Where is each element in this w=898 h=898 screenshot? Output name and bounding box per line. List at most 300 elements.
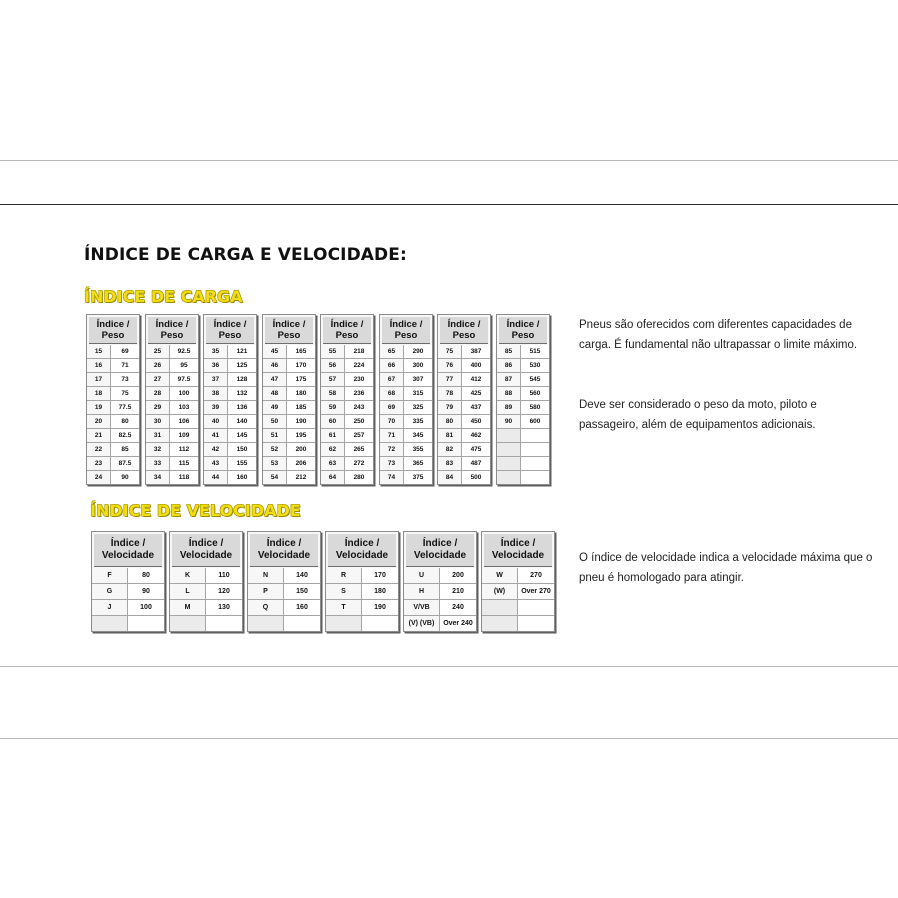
value-cell: 218	[345, 345, 373, 358]
index-cell: 26	[146, 359, 170, 372]
table-row	[204, 471, 256, 484]
index-cell: L	[170, 584, 206, 599]
index-cell: 20	[87, 415, 111, 428]
bottom-divider-2	[0, 738, 898, 739]
index-cell: H	[404, 584, 440, 599]
index-cell	[497, 443, 521, 456]
index-cell: 27	[146, 373, 170, 386]
index-cell	[482, 616, 518, 631]
value-cell: 290	[404, 345, 432, 358]
table-row	[380, 387, 432, 401]
table-row	[497, 471, 549, 484]
speed-index-label: ÍNDICE DE VELOCIDADE	[90, 501, 301, 520]
index-cell: V/VB	[404, 600, 440, 615]
index-cell: 87	[497, 373, 521, 386]
value-cell: 90	[111, 471, 139, 484]
index-cell: 77	[438, 373, 462, 386]
table-header	[89, 317, 137, 344]
table-row	[146, 429, 198, 443]
index-cell: 46	[263, 359, 287, 372]
table-row	[438, 443, 490, 457]
index-cell: 25	[146, 345, 170, 358]
index-cell: 32	[146, 443, 170, 456]
index-cell: 82	[438, 443, 462, 456]
table-row	[92, 584, 164, 600]
value-cell: 195	[287, 429, 315, 442]
index-cell: 54	[263, 471, 287, 484]
index-cell: 86	[497, 359, 521, 372]
header-label-value: Peso	[511, 330, 535, 341]
table-row	[497, 387, 549, 401]
value-cell: 118	[170, 471, 198, 484]
table-header	[382, 317, 430, 344]
table-row	[321, 387, 373, 401]
index-cell: 80	[438, 415, 462, 428]
index-cell: 74	[380, 471, 404, 484]
index-cell: K	[170, 568, 206, 583]
value-cell	[521, 457, 549, 470]
index-cell: S	[326, 584, 362, 599]
index-cell: 63	[321, 457, 345, 470]
table-header	[440, 317, 488, 344]
header-label-index: Índice /	[155, 319, 189, 330]
header-label-index: Índice /	[266, 538, 302, 549]
value-cell: 75	[111, 387, 139, 400]
table-row	[438, 471, 490, 484]
load_section-table	[496, 314, 550, 485]
value-cell: 95	[170, 359, 198, 372]
value-cell: 160	[284, 600, 320, 615]
table-row	[482, 616, 554, 631]
index-cell: 18	[87, 387, 111, 400]
table-row	[263, 429, 315, 443]
header-label-value: Velocidade	[179, 550, 233, 561]
table-row	[380, 415, 432, 429]
header-label-value: Peso	[452, 330, 476, 341]
value-cell: 400	[462, 359, 490, 372]
table-row	[326, 584, 398, 600]
index-cell: F	[92, 568, 128, 583]
value-cell: 100	[170, 387, 198, 400]
load_section-table	[145, 314, 199, 485]
index-cell: 43	[204, 457, 228, 470]
header-label-index: Índice /	[96, 319, 130, 330]
table-row	[263, 359, 315, 373]
index-cell	[497, 429, 521, 442]
header-label-index: Índice /	[213, 319, 247, 330]
value-cell: 355	[404, 443, 432, 456]
index-cell	[170, 616, 206, 631]
value-cell: 462	[462, 429, 490, 442]
table-row	[326, 568, 398, 584]
header-label-index: Índice /	[188, 538, 224, 549]
table-row	[263, 373, 315, 387]
index-cell: 88	[497, 387, 521, 400]
table-row	[146, 443, 198, 457]
value-cell: 206	[287, 457, 315, 470]
index-cell: 60	[321, 415, 345, 428]
table-header	[206, 317, 254, 344]
value-cell	[518, 600, 554, 615]
table-row	[380, 401, 432, 415]
value-cell: 87.5	[111, 457, 139, 470]
header-label-value: Velocidade	[491, 550, 545, 561]
value-cell: 92.5	[170, 345, 198, 358]
index-cell: W	[482, 568, 518, 583]
index-cell: 89	[497, 401, 521, 414]
value-cell: 71	[111, 359, 139, 372]
index-cell: 35	[204, 345, 228, 358]
value-cell: 450	[462, 415, 490, 428]
table-header	[484, 534, 552, 567]
index-cell: 76	[438, 359, 462, 372]
table-row	[204, 387, 256, 401]
value-cell: 69	[111, 345, 139, 358]
value-cell: 487	[462, 457, 490, 470]
load_section-table	[320, 314, 374, 485]
value-cell	[521, 443, 549, 456]
value-cell: 180	[362, 584, 398, 599]
table-header	[250, 534, 318, 567]
table-row	[380, 429, 432, 443]
index-cell: 37	[204, 373, 228, 386]
table-row	[380, 359, 432, 373]
table-row	[321, 457, 373, 471]
index-cell: 36	[204, 359, 228, 372]
value-cell: 130	[206, 600, 242, 615]
index-cell: 23	[87, 457, 111, 470]
header-label-value: Peso	[335, 330, 359, 341]
index-cell: 28	[146, 387, 170, 400]
value-cell: 236	[345, 387, 373, 400]
index-cell: 57	[321, 373, 345, 386]
table-row	[497, 457, 549, 471]
table-row	[321, 373, 373, 387]
table-row	[263, 415, 315, 429]
table-row	[321, 359, 373, 373]
index-cell: 55	[321, 345, 345, 358]
table-row	[146, 345, 198, 359]
index-cell: 24	[87, 471, 111, 484]
index-cell: 33	[146, 457, 170, 470]
table-row	[497, 359, 549, 373]
table-row	[170, 568, 242, 584]
table-row	[248, 568, 320, 584]
value-cell: 165	[287, 345, 315, 358]
table-row	[497, 345, 549, 359]
table-row	[380, 457, 432, 471]
index-cell: 52	[263, 443, 287, 456]
index-cell: N	[248, 568, 284, 583]
value-cell: 210	[440, 584, 476, 599]
index-cell	[248, 616, 284, 631]
table-row	[146, 387, 198, 401]
speed_section-table	[169, 531, 243, 632]
table-row	[170, 616, 242, 631]
table-row	[404, 600, 476, 616]
table-row	[438, 457, 490, 471]
value-cell: 365	[404, 457, 432, 470]
value-cell: 170	[287, 359, 315, 372]
value-cell: 175	[287, 373, 315, 386]
speed_section-table	[481, 531, 555, 632]
table-row	[497, 415, 549, 429]
index-cell: 72	[380, 443, 404, 456]
value-cell: 109	[170, 429, 198, 442]
table-row	[263, 457, 315, 471]
table-row	[482, 568, 554, 584]
value-cell: 132	[228, 387, 256, 400]
header-label-value: Peso	[160, 330, 184, 341]
value-cell: 212	[287, 471, 315, 484]
value-cell: 325	[404, 401, 432, 414]
table-row	[438, 345, 490, 359]
index-cell: 15	[87, 345, 111, 358]
index-cell: G	[92, 584, 128, 599]
value-cell: 155	[228, 457, 256, 470]
table-row	[497, 443, 549, 457]
value-cell: 125	[228, 359, 256, 372]
table-row	[92, 600, 164, 616]
table-row	[87, 345, 139, 359]
value-cell: 100	[128, 600, 164, 615]
header-label-index: Índice /	[422, 538, 458, 549]
index-cell	[497, 471, 521, 484]
index-cell: 85	[497, 345, 521, 358]
index-cell: 61	[321, 429, 345, 442]
table-row	[204, 345, 256, 359]
index-cell: 59	[321, 401, 345, 414]
load_section-table	[203, 314, 257, 485]
value-cell: 106	[170, 415, 198, 428]
index-cell: 17	[87, 373, 111, 386]
table-row	[92, 616, 164, 631]
table-row	[87, 471, 139, 484]
value-cell: 600	[521, 415, 549, 428]
value-cell: 85	[111, 443, 139, 456]
value-cell: 110	[206, 568, 242, 583]
value-cell: 280	[345, 471, 373, 484]
table-row	[87, 359, 139, 373]
table-row	[380, 443, 432, 457]
header-label-value: Velocidade	[335, 550, 389, 561]
header-label-index: Índice /	[344, 538, 380, 549]
index-cell: 56	[321, 359, 345, 372]
index-cell: 64	[321, 471, 345, 484]
index-cell: 38	[204, 387, 228, 400]
value-cell	[128, 616, 164, 631]
header-label-index: Índice /	[500, 538, 536, 549]
index-cell: (W)	[482, 584, 518, 599]
value-cell: 270	[518, 568, 554, 583]
table-row	[204, 429, 256, 443]
index-cell: 42	[204, 443, 228, 456]
table-row	[87, 429, 139, 443]
table-row	[170, 600, 242, 616]
load-description-2: Deve ser considerado o peso da moto, piloto e passageiro, além de equipamentos adicionais.	[579, 399, 817, 431]
value-cell: 265	[345, 443, 373, 456]
table-row	[87, 457, 139, 471]
value-cell	[521, 471, 549, 484]
top-divider-light	[0, 160, 898, 161]
value-cell: 97.5	[170, 373, 198, 386]
index-cell: 29	[146, 401, 170, 414]
index-cell: 21	[87, 429, 111, 442]
table-row	[438, 387, 490, 401]
table-row	[248, 616, 320, 631]
table-row	[248, 600, 320, 616]
index-cell: 71	[380, 429, 404, 442]
value-cell: 115	[170, 457, 198, 470]
value-cell: 170	[362, 568, 398, 583]
value-cell: 425	[462, 387, 490, 400]
index-cell: 22	[87, 443, 111, 456]
index-cell: 66	[380, 359, 404, 372]
value-cell: 200	[440, 568, 476, 583]
value-cell: 145	[228, 429, 256, 442]
table-row	[497, 401, 549, 415]
value-cell: 272	[345, 457, 373, 470]
table-row	[326, 616, 398, 631]
table-row	[87, 373, 139, 387]
index-cell: 62	[321, 443, 345, 456]
value-cell: 80	[128, 568, 164, 583]
table-row	[404, 584, 476, 600]
table-row	[146, 471, 198, 484]
index-cell: 53	[263, 457, 287, 470]
value-cell: 500	[462, 471, 490, 484]
table-row	[321, 443, 373, 457]
table-header	[328, 534, 396, 567]
index-cell: 48	[263, 387, 287, 400]
index-cell: 67	[380, 373, 404, 386]
index-cell: 45	[263, 345, 287, 358]
value-cell: 90	[128, 584, 164, 599]
index-cell: 84	[438, 471, 462, 484]
index-cell: 16	[87, 359, 111, 372]
value-cell: 515	[521, 345, 549, 358]
value-cell: 345	[404, 429, 432, 442]
table-row	[146, 359, 198, 373]
value-cell: 250	[345, 415, 373, 428]
table-header	[499, 317, 547, 344]
index-cell: 78	[438, 387, 462, 400]
index-cell	[92, 616, 128, 631]
index-cell: 83	[438, 457, 462, 470]
load_section-table	[379, 314, 433, 485]
table-row	[438, 429, 490, 443]
value-cell: 190	[287, 415, 315, 428]
value-cell: Over 240	[440, 616, 476, 631]
table-row	[404, 616, 476, 631]
value-cell	[521, 429, 549, 442]
index-cell: 81	[438, 429, 462, 442]
header-label-index: Índice /	[110, 538, 146, 549]
table-row	[263, 387, 315, 401]
index-cell: 75	[438, 345, 462, 358]
speed_section-table	[325, 531, 399, 632]
table-row	[326, 600, 398, 616]
bottom-divider-1	[0, 666, 898, 667]
table-row	[263, 443, 315, 457]
value-cell: 180	[287, 387, 315, 400]
value-cell: 560	[521, 387, 549, 400]
table-header	[265, 317, 313, 344]
table-row	[321, 401, 373, 415]
table-header	[406, 534, 474, 567]
index-cell: Q	[248, 600, 284, 615]
value-cell: 200	[287, 443, 315, 456]
value-cell: 387	[462, 345, 490, 358]
value-cell: 80	[111, 415, 139, 428]
load-description-1: Pneus são oferecidos com diferentes capacidades de carga. É fundamental não ultrapassar o limite máximo.	[579, 319, 858, 351]
table-row	[146, 415, 198, 429]
value-cell: 224	[345, 359, 373, 372]
table-row	[204, 415, 256, 429]
value-cell: 150	[284, 584, 320, 599]
index-cell: 44	[204, 471, 228, 484]
table-row	[87, 401, 139, 415]
table-row	[146, 457, 198, 471]
index-cell	[497, 457, 521, 470]
value-cell: 77.5	[111, 401, 139, 414]
table-row	[146, 401, 198, 415]
value-cell	[362, 616, 398, 631]
value-cell: 545	[521, 373, 549, 386]
header-label-index: Índice /	[447, 319, 481, 330]
header-label-value: Peso	[277, 330, 301, 341]
value-cell: 243	[345, 401, 373, 414]
table-row	[170, 584, 242, 600]
speed_section-table	[247, 531, 321, 632]
header-label-value: Velocidade	[257, 550, 311, 561]
page-title: ÍNDICE DE CARGA E VELOCIDADE:	[84, 245, 407, 265]
value-cell: 475	[462, 443, 490, 456]
index-cell: 50	[263, 415, 287, 428]
speed_section-table	[403, 531, 477, 632]
value-cell: 300	[404, 359, 432, 372]
table-row	[263, 401, 315, 415]
value-cell: 580	[521, 401, 549, 414]
value-cell: 140	[284, 568, 320, 583]
index-cell: 34	[146, 471, 170, 484]
table-row	[321, 429, 373, 443]
value-cell: 140	[228, 415, 256, 428]
index-cell: J	[92, 600, 128, 615]
value-cell: 412	[462, 373, 490, 386]
header-label-index: Índice /	[389, 319, 423, 330]
header-label-value: Velocidade	[101, 550, 155, 561]
index-cell: 30	[146, 415, 170, 428]
table-row	[87, 415, 139, 429]
value-cell: 136	[228, 401, 256, 414]
table-row	[438, 415, 490, 429]
table-row	[87, 387, 139, 401]
load_section-table	[262, 314, 316, 485]
value-cell: 121	[228, 345, 256, 358]
index-cell: 68	[380, 387, 404, 400]
speed_section-table	[91, 531, 165, 632]
value-cell: 230	[345, 373, 373, 386]
table-row	[404, 568, 476, 584]
value-cell: 112	[170, 443, 198, 456]
table-row	[146, 373, 198, 387]
index-cell: 39	[204, 401, 228, 414]
value-cell: 128	[228, 373, 256, 386]
table-row	[204, 373, 256, 387]
header-label-index: Índice /	[330, 319, 364, 330]
index-cell: 31	[146, 429, 170, 442]
